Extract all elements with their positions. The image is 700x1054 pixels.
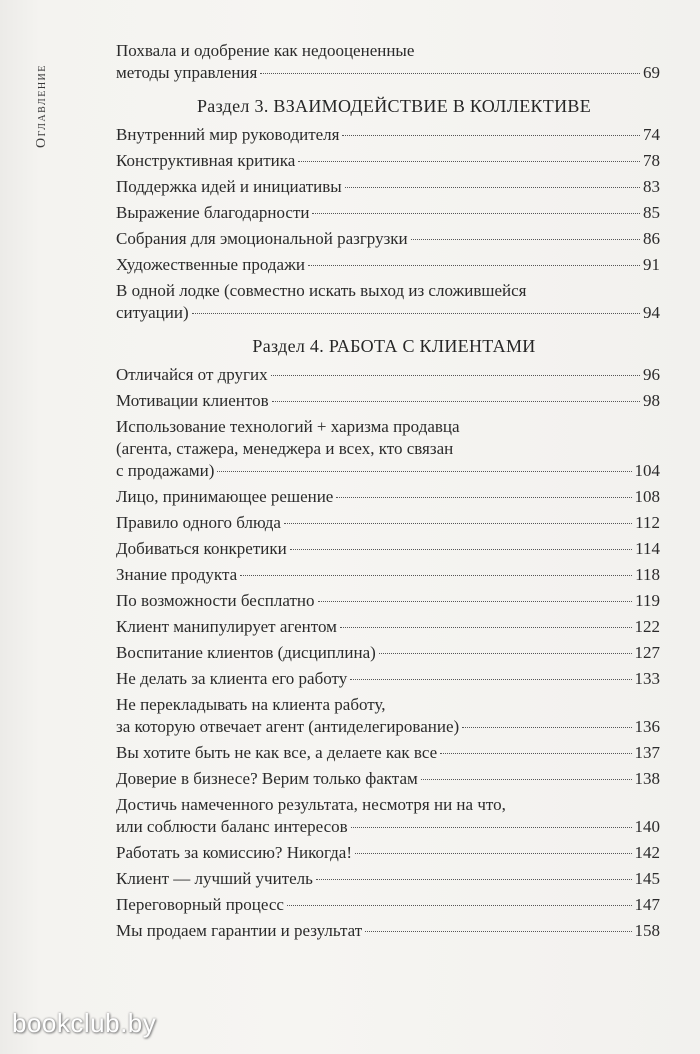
page-number: 147: [634, 895, 660, 914]
dot-leader: [355, 853, 632, 854]
toc-entry-line: Использование технологий + харизма продавца: [116, 417, 460, 436]
page-number: 108: [634, 487, 660, 506]
running-head-text: Оглавление: [34, 64, 49, 148]
toc-entry: [108, 176, 660, 198]
page-number: 140: [634, 817, 660, 836]
toc-entry-line: Похвала и одобрение как недооцененные: [116, 41, 415, 60]
toc-entry-line: Вы хотите быть не как все, а делаете как все: [116, 743, 438, 762]
page-number: 86: [643, 229, 660, 248]
toc-entry-line: Собрания для эмоциональной разгрузки: [116, 229, 408, 248]
toc-entry-line: Поддержка идей и инициативы: [116, 177, 342, 196]
page-number: 74: [643, 125, 660, 144]
toc-entry: [108, 124, 660, 146]
page-number: 98: [643, 391, 660, 410]
toc-entry-line: Лицо, принимающее решение: [116, 487, 334, 506]
toc-entry: [108, 202, 660, 224]
toc-entry-line: с продажами): [116, 461, 215, 480]
dot-leader: [217, 471, 631, 472]
toc-entry-line: Переговорный процесс: [116, 895, 284, 914]
page-number: 127: [634, 643, 660, 662]
page-number: 78: [643, 151, 660, 170]
toc-entry: [108, 794, 660, 838]
page-number: 112: [635, 513, 660, 532]
page-number: 83: [643, 177, 660, 196]
page-number: 119: [635, 591, 660, 610]
dot-leader: [318, 601, 633, 602]
dot-leader: [340, 627, 632, 628]
toc-entry: [108, 538, 660, 560]
toc-entry-line: (агента, стажера, менеджера и всех, кто связан: [116, 439, 454, 458]
page-number: 145: [634, 869, 660, 888]
page-number: 96: [643, 365, 660, 384]
toc-entry-line: Выражение благодарности: [116, 203, 310, 222]
table-of-contents: [108, 40, 660, 946]
dot-leader: [350, 679, 631, 680]
dot-leader: [298, 161, 640, 162]
toc-entry-line: Достичь намеченного результата, несмотря ни на что,: [116, 795, 506, 814]
toc-entry-line: или соблюсти баланс интересов: [116, 817, 348, 836]
toc-entry-line: Воспитание клиентов (дисциплина): [116, 643, 376, 662]
page-number: 137: [634, 743, 660, 762]
toc-entry-line: Не перекладывать на клиента работу,: [116, 695, 386, 714]
toc-entry-line: По возможности бесплатно: [116, 591, 315, 610]
toc-entry: [108, 590, 660, 612]
page-number: 136: [634, 717, 660, 736]
section-heading: Раздел 3. ВЗАИМОДЕЙСТВИЕ В КОЛЛЕКТИВЕ: [197, 96, 591, 116]
toc-entry-line: Клиент — лучший учитель: [116, 869, 313, 888]
page-number: 142: [634, 843, 660, 862]
toc-entry-line: В одной лодке (совместно искать выход из сложившейся: [116, 281, 527, 300]
toc-entry: [108, 150, 660, 172]
dot-leader: [342, 135, 640, 136]
toc-entry-line: Клиент манипулирует агентом: [116, 617, 337, 636]
page-number: 118: [635, 565, 660, 584]
toc-entry: [108, 920, 660, 942]
toc-entry-line: Мотивации клиентов: [116, 391, 269, 410]
toc-entry: [108, 842, 660, 864]
dot-leader: [462, 727, 631, 728]
dot-leader: [345, 187, 640, 188]
toc-entry-line: Художественные продажи: [116, 255, 305, 274]
toc-entry: [108, 40, 660, 84]
page-number: 138: [634, 769, 660, 788]
toc-entry: [108, 742, 660, 764]
toc-entry: [108, 486, 660, 508]
toc-entry-line: Не делать за клиента его работу: [116, 669, 348, 688]
toc-entry: [108, 564, 660, 586]
dot-leader: [365, 931, 631, 932]
dot-leader: [440, 753, 631, 754]
dot-leader: [287, 905, 632, 906]
page-number: 158: [634, 921, 660, 940]
toc-entry: [108, 768, 660, 790]
toc-entry: [108, 868, 660, 890]
dot-leader: [351, 827, 632, 828]
page-number: 94: [643, 303, 660, 322]
toc-entry: [108, 416, 660, 482]
toc-entry-line: Доверие в бизнесе? Верим только фактам: [116, 769, 418, 788]
dot-leader: [290, 549, 632, 550]
toc-entry-line: методы управления: [116, 63, 258, 82]
page-number: 114: [635, 539, 660, 558]
toc-entry: [108, 894, 660, 916]
dot-leader: [312, 213, 640, 214]
dot-leader: [411, 239, 640, 240]
toc-entry: [108, 364, 660, 386]
page-number: 91: [643, 255, 660, 274]
toc-entry-line: Внутренний мир руководителя: [116, 125, 340, 144]
dot-leader: [271, 375, 640, 376]
toc-entry: [108, 616, 660, 638]
watermark: bookclub.by: [12, 1008, 157, 1038]
dot-leader: [421, 779, 632, 780]
dot-leader: [272, 401, 640, 402]
page-number: 122: [634, 617, 660, 636]
page-number: 104: [634, 461, 660, 480]
dot-leader: [260, 73, 640, 74]
page-number: 85: [643, 203, 660, 222]
dot-leader: [240, 575, 632, 576]
page-number: 69: [643, 63, 660, 82]
running-head: [34, 38, 54, 148]
toc-entry: [108, 694, 660, 738]
dot-leader: [379, 653, 632, 654]
dot-leader: [336, 497, 631, 498]
dot-leader: [284, 523, 632, 524]
page-number: 133: [634, 669, 660, 688]
toc-entry: [108, 228, 660, 250]
toc-entry: [108, 642, 660, 664]
toc-entry-line: Знание продукта: [116, 565, 238, 584]
dot-leader: [308, 265, 640, 266]
toc-entry: [108, 280, 660, 324]
toc-entry-line: Отличайся от других: [116, 365, 268, 384]
dot-leader: [316, 879, 632, 880]
toc-entry-line: Мы продаем гарантии и результат: [116, 921, 363, 940]
toc-entry-line: Правило одного блюда: [116, 513, 281, 532]
toc-entry-line: ситуации): [116, 303, 189, 322]
toc-entry: [108, 512, 660, 534]
toc-entry-line: Работать за комиссию? Никогда!: [116, 843, 352, 862]
toc-entry-line: за которую отвечает агент (антиделегирование): [116, 717, 460, 736]
toc-entry: [108, 390, 660, 412]
toc-entry-line: Добиваться конкретики: [116, 539, 287, 558]
toc-entry: [108, 254, 660, 276]
toc-entry: [108, 668, 660, 690]
dot-leader: [192, 313, 640, 314]
toc-entry-line: Конструктивная критика: [116, 151, 296, 170]
section-heading: Раздел 4. РАБОТА С КЛИЕНТАМИ: [252, 336, 536, 356]
